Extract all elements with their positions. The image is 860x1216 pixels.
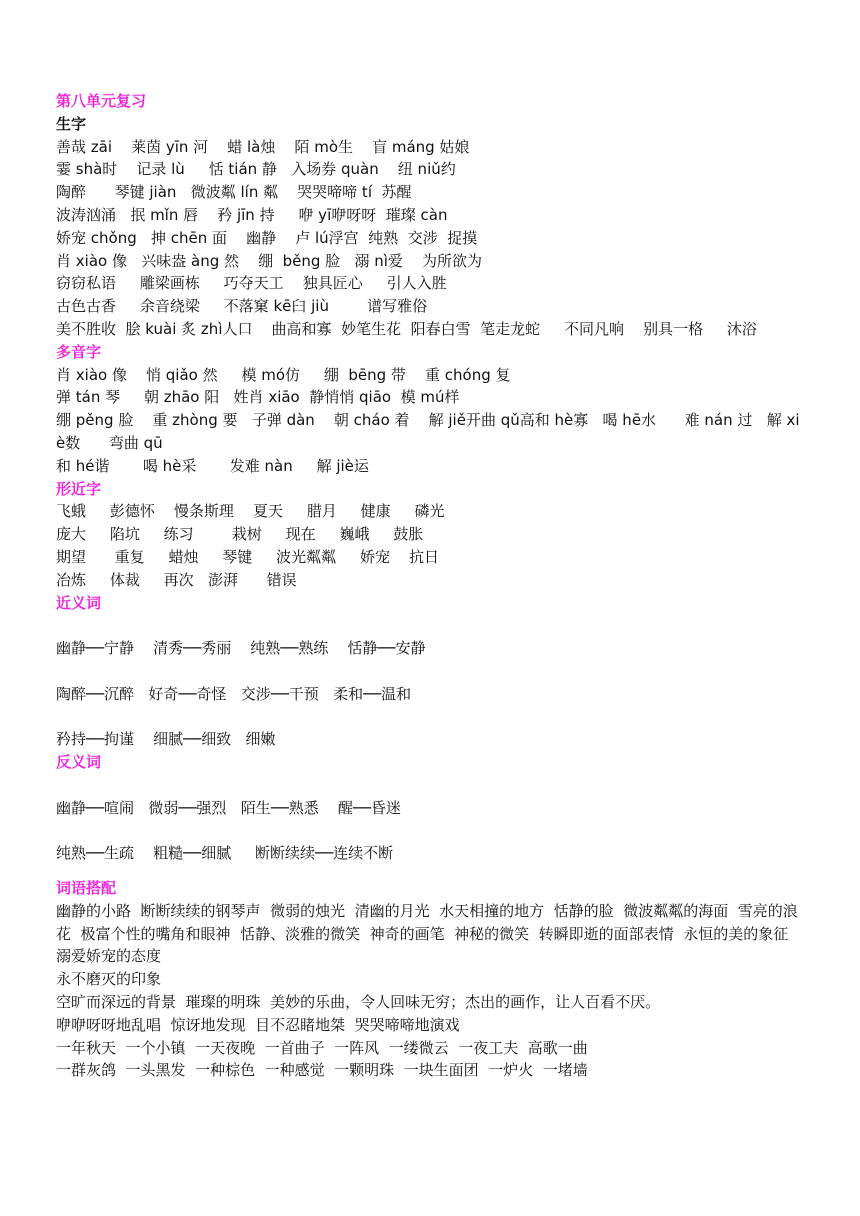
duoyinzi-line: 弹 tán 琴 朝 zhāo 阳 姓肖 xiāo 静悄悄 qiāo 模 mú样 <box>56 388 460 407</box>
shengzi-line: 善哉 zāi 莱茵 yīn 河 蜡 là烛 陌 mò生 盲 máng 姑娘 <box>56 137 470 156</box>
shengzi-line: 肖 xiào 像 兴味盎 àng 然 绷 běng 脸 溺 nì爱 为所欲为 <box>56 251 482 270</box>
duoyinzi-list <box>56 364 806 478</box>
section-heading-jinyici: 近义词 <box>56 593 102 612</box>
xingjinzi-list <box>56 500 806 591</box>
section-heading-xingjinzi: 形近字 <box>56 479 102 498</box>
shengzi-line: 娇宠 chǒng 抻 chēn 面 幽静 卢 lú浮宫 纯熟 交涉 捉摸 <box>56 228 478 247</box>
section-heading-fanyici: 反义词 <box>56 753 102 772</box>
duoyinzi-line: 肖 xiào 像 悄 qiǎo 然 模 mó仿 绷 bēng 带 重 chóng 复 <box>56 365 511 384</box>
spacer <box>56 706 806 729</box>
fanyici-list <box>56 774 806 865</box>
xingjinzi-line: 冶炼 体裁 再次 澎湃 错误 <box>56 570 297 589</box>
spacer <box>56 614 806 637</box>
shengzi-line: 美不胜收 脍 kuài 炙 zhì人口 曲高和寡 妙笔生花 阳春白雪 笔走龙蛇 不同凡响 别具一格 沐浴 <box>56 319 757 338</box>
jinyici-list <box>56 614 806 751</box>
cidapei-line: 一群灰鸽 一头黑发 一种棕色 一种感觉 一颗明珠 一块生面团 一炉火 一堵墙 <box>56 1061 588 1080</box>
jinyici-line: 幽静──宁静 清秀──秀丽 纯熟──熟练 恬静──安静 <box>56 639 426 658</box>
jinyici-line: 陶醉──沉醉 好奇──奇怪 交涉──干预 柔和──温和 <box>56 684 412 703</box>
shengzi-line: 古色古香 余音绕梁 不落窠 kē臼 jiù 谱写雅俗 <box>56 297 428 316</box>
spacer <box>56 660 806 683</box>
cidapei-list <box>56 900 806 1082</box>
jinyici-line: 矜持──拘谨 细腻──细致 细嫩 <box>56 730 276 749</box>
section-heading-duoyinzi: 多音字 <box>56 342 102 361</box>
spacer <box>56 774 806 797</box>
xingjinzi-line: 飞蛾 彭德怀 慢条斯理 夏天 腊月 健康 磷光 <box>56 502 445 521</box>
section-heading-cidapei: 词语搭配 <box>56 879 117 898</box>
shengzi-line: 窃窃私语 雕梁画栋 巧夺天工 独具匠心 引人入胜 <box>56 274 447 293</box>
section-heading-shengzi: 生字 <box>56 114 87 133</box>
xingjinzi-line: 期望 重复 蜡烛 琴键 波光粼粼 娇宠 抗日 <box>56 547 440 566</box>
fanyici-line: 幽静──喧闹 微弱──强烈 陌生──熟悉 醒──昏迷 <box>56 798 401 817</box>
cidapei-line: 咿咿呀呀地乱唱 惊讶地发现 目不忍睹地桀 哭哭啼啼地演戏 <box>56 1015 460 1034</box>
duoyinzi-line: 绷 pěng 脸 重 zhòng 要 子弹 dàn 朝 cháo 着 解 jiě开曲 qǔ高和 hè寡 喝 hē水 难 nán 过 解 xiè数 弯曲 qū <box>56 411 800 452</box>
spacer <box>56 820 806 843</box>
cidapei-line: 永不磨灭的印象 <box>56 970 162 989</box>
cidapei-line: 空旷而深远的背景 璀璨的明珠 美妙的乐曲，令人回味无穷；杰出的画作，让人百看不厌。 <box>56 993 661 1012</box>
shengzi-line: 霎 shà时 记录 lù 恬 tián 静 入场券 quàn 纽 niǔ约 <box>56 160 456 179</box>
shengzi-line: 波涛汹涌 抿 mǐn 唇 矜 jīn 持 咿 yī咿呀呀 璀璨 càn <box>56 205 448 224</box>
page-title: 第八单元复习 <box>56 92 147 110</box>
cidapei-line: 幽静的小路 断断续续的钢琴声 微弱的烛光 清幽的月光 水天相撞的地方 恬静的脸 微波粼粼的海面 雪亮的浪花 极富个性的嘴角和眼神 恬静、淡雅的微笑 神奇的画笔 神秘的微笑 转瞬即逝的面部表情 永恒的美的象征 溺爱娇宠的态度 <box>56 901 798 966</box>
shengzi-line: 陶醉 琴键 jiàn 微波粼 lín 粼 哭哭啼啼 tí 苏醒 <box>56 183 412 202</box>
shengzi-list <box>56 136 806 341</box>
cidapei-line: 一年秋天 一个小镇 一天夜晚 一首曲子 一阵风 一缕微云 一夜工夫 高歌一曲 <box>56 1038 588 1057</box>
xingjinzi-line: 庞大 陷坑 练习 栽树 现在 巍峨 鼓胀 <box>56 525 424 544</box>
fanyici-line: 纯熟──生疏 粗糙──细腻 断断续续──连续不断 <box>56 844 394 863</box>
review-document <box>56 90 806 1082</box>
duoyinzi-line: 和 hé谐 喝 hè采 发难 nàn 解 jiè运 <box>56 456 369 475</box>
